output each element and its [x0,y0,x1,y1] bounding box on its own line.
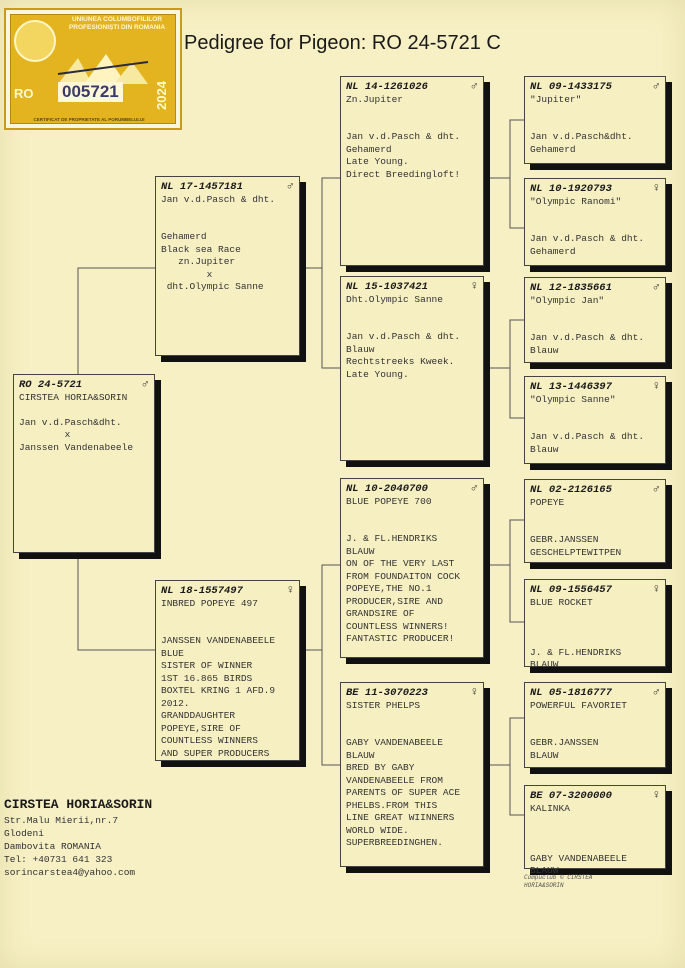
pigeon-card-sire-sire [340,76,484,266]
sex-symbol-icon: ♂ [286,179,294,193]
pigeon-card-sd-dam [524,376,666,464]
pigeon-info-line [346,508,478,521]
pigeon-info-line [346,319,478,332]
ring-number: BE 11-3070223 [346,687,428,699]
pigeon-info-line [530,406,660,419]
connector-sd-children [484,320,524,368]
sex-symbol-icon: ♂ [652,280,660,294]
ring-number: NL 12-1835661 [530,282,612,294]
pigeon-info-line: GEBR.JANSSEN [530,737,599,748]
pigeon-info-line: x [161,268,213,280]
pigeon-info-line: BLAUW [346,749,375,761]
pigeon-card-dd-sire [524,682,666,768]
pigeon-info-line: Rechtstreeks Kweek. [346,356,455,367]
pigeon-info-line [161,219,294,232]
pigeon-info-line [530,221,660,234]
sex-symbol-icon: ♂ [652,685,660,699]
pigeon-info-line: Gehamerd [346,143,392,155]
pigeon-info-line [530,828,660,841]
pigeon-info-line: JANSSEN VANDENABEELE [161,635,276,646]
ring-number: RO 24-5721 [19,379,83,391]
pigeon-card-sire [155,176,300,356]
pigeon-info-line: GRANDDAUGHTER [161,710,236,721]
pigeon-info-line: J. & FL.HENDRIKS [346,533,438,544]
pigeon-info-line: GABY VANDENABEELE [346,737,443,748]
pigeon-info-line: BOXTEL KRING 1 AFD.9 [161,685,276,696]
footer-line: Compuclub © CIRSTEA [524,874,593,881]
pigeon-info-line: Blauw [530,443,559,455]
ring-number: NL 09-1556457 [530,584,612,596]
pigeon-info-line: Blauw [346,343,375,355]
pigeon-info-line: CIRSTEA HORIA&SORIN [19,391,128,403]
pigeon-info-line: Jan v.d.Pasch & dht. [346,331,461,342]
owner-contact-block [4,796,152,879]
pigeon-card-header [346,482,478,496]
ring-number: NL 17-1457181 [161,181,243,193]
pigeon-info-line: KALINKA [530,802,570,814]
ring-number: NL 14-1261026 [346,81,428,93]
pigeon-info-line: zn.Jupiter [161,256,236,267]
pigeon-info-line: INBRED POPEYE 497 [161,597,258,609]
pigeon-card-header [346,80,478,94]
ring-number: NL 13-1446397 [530,381,612,393]
pigeon-info-line [530,307,660,320]
pigeon-info-line [346,119,478,132]
pigeon-info-line: Zn.Jupiter [346,93,404,105]
ring-number: NL 10-2040700 [346,483,428,495]
sex-symbol-icon: ♀ [652,788,660,802]
pigeon-info-line: Jan v.d.Pasch&dht. [19,416,122,428]
pigeon-info-line [161,623,294,636]
pigeon-info-line: SUPERBREEDINGHEN. [346,837,443,848]
connector-dd-children [484,718,524,765]
pigeon-info-line [530,622,660,635]
ring-number: BE 07-3200000 [530,790,612,802]
pigeon-info-line: "Olympic Jan" [530,294,605,306]
pigeon-info-line: 2012. [161,697,190,709]
pigeon-info-line: Jan v.d.Pasch & dht. [346,131,461,142]
pigeon-card-dd-dam [524,785,666,876]
pigeon-card-header [346,686,478,700]
pigeon-info-line: BLUE [161,647,184,659]
pigeon-info-line: SISTER OF WINNER [161,660,253,671]
pigeon-info-line: POPEYE,SIRE OF [161,722,241,734]
pigeon-info-line [346,725,478,738]
pigeon-info-line: COUNTLESS WINNERS [161,735,258,746]
pigeon-info-line: "Olympic Sanne" [530,393,616,405]
sex-symbol-icon: ♂ [470,79,478,93]
ring-number: NL 05-1816777 [530,687,612,699]
pigeon-info-line [530,840,660,853]
pigeon-info-line: Jan v.d.Pasch & dht. [530,332,645,343]
pigeon-info-line [161,610,294,623]
pigeon-info-line [530,509,660,522]
pigeon-info-line: ON OF THE VERY LAST [346,558,455,569]
pigeon-info-line: dht.Olympic Sanne [161,281,264,292]
ring-number: NL 10-1920793 [530,183,612,195]
pigeon-info-line: Gehamerd [530,143,576,155]
pigeon-info-line [161,206,294,219]
page-title: Pedigree for Pigeon: RO 24-5721 C [184,32,501,54]
stamp-certificate-text: CERTIFICAT DE PROPRIETATE AL PORUMBELULUI [33,117,145,122]
pigeon-info-line: Gehamerd [530,245,576,257]
owner-phone: Tel: +40731 641 323 [4,854,113,865]
pigeon-info-line: BLAUW [530,865,559,876]
connector-subject-dam [78,553,155,650]
connector-dam-ds [300,565,340,650]
stamp-country: RO [14,86,34,101]
pigeon-info-line: AND SUPER PRODUCERS [161,747,270,759]
pigeon-card-header [19,378,149,392]
pigeon-info-line: Late Young. [346,368,409,380]
pigeon-card-dam [155,580,300,761]
ring-number: NL 02-2126165 [530,484,612,496]
pigeon-info-line: Blauw [530,344,559,356]
pigeon-info-line [346,521,478,534]
pigeon-card-header [346,280,478,294]
pigeon-card-dam-sire [340,478,484,658]
owner-name: CIRSTEA HORIA&SORIN [4,797,153,812]
footer-copyright [524,874,592,890]
sex-symbol-icon: ♀ [470,279,478,293]
pigeon-info-line: Gehamerd [161,231,207,242]
pigeon-info-line: GABY VANDENABEELE [530,852,627,864]
sex-symbol-icon: ♀ [652,181,660,195]
pigeon-info-line: Direct Breedingloft! [346,168,461,180]
pigeon-info-line: PHELBS.FROM THIS [346,799,438,811]
pigeon-info-line [346,306,478,319]
pigeon-card-header [530,583,660,597]
pigeon-card-ss-sire [524,76,666,164]
ring-number: NL 09-1433175 [530,81,612,93]
pigeon-info-line: COUNTLESS WINNERS! [346,620,449,632]
pigeon-card-sire-dam [340,276,484,461]
sex-symbol-icon: ♂ [652,79,660,93]
pigeon-info-line: Black sea Race [161,243,241,255]
owner-address-line: Glodeni [4,828,44,839]
footer-line: HORIA&SORIN [524,882,564,889]
stamp-year: 2024 [154,81,169,110]
pigeon-info-line: Jan v.d.Pasch & dht. [161,193,276,205]
pigeon-card-header [530,380,660,394]
pigeon-info-line [530,522,660,535]
sex-symbol-icon: ♀ [652,582,660,596]
pigeon-info-line: FROM FOUNDAITON COCK [346,570,461,582]
pigeon-info-line: PARENTS OF SUPER ACE [346,787,461,798]
pigeon-info-line: PRODUCER,SIRE AND [346,595,443,607]
pigeon-info-line [530,712,660,725]
owner-address-line: Dambovita ROMANIA [4,841,101,852]
owner-email: sorincarstea4@yahoo.com [4,867,136,878]
pigeon-info-line [530,725,660,738]
connector-subject-sire [78,268,155,374]
pigeon-info-line: J. & FL.HENDRIKS [530,646,622,658]
pigeon-info-line: BRED BY GABY [346,762,415,773]
pigeon-card-ds-dam [524,579,666,670]
pigeon-info-line: Late Young. [346,156,409,167]
pigeon-card-header [530,281,660,295]
pigeon-info-line: FANTASTIC PRODUCER! [346,633,455,644]
pigeon-card-ds-sire [524,479,666,563]
sex-symbol-icon: ♂ [470,481,478,495]
stamp-organization: UNIUNEA COLUMBOFILILOR PROFESIONIȘTI DIN ROMANIA [68,16,166,31]
pigeon-info-line [530,815,660,828]
pigeon-info-line: GRANDSIRE OF [346,608,415,619]
pigeon-info-line: GESCHELPTEWITPEN [530,546,622,558]
pigeon-info-line [530,609,660,622]
sex-symbol-icon: ♀ [470,685,478,699]
pigeon-info-line: BLUE POPEYE 700 [346,495,432,507]
pigeon-info-line [530,634,660,647]
pigeon-info-line: Janssen Vandenabeele [19,441,134,453]
pigeon-info-line [530,419,660,432]
connector-ss-children [484,120,524,178]
pigeon-card-header [161,584,294,598]
pigeon-card-header [530,789,660,803]
pigeon-info-line: x [19,429,71,440]
pigeon-info-line: VANDENABEELE FROM [346,774,443,786]
connector-sire-ss [300,178,340,268]
pigeon-info-line: 1ST 16.865 BIRDS [161,672,253,684]
pigeon-info-line: Jan v.d.Pasch & dht. [530,431,645,442]
pigeon-info-line: Jan v.d.Pasch&dht. [530,131,633,142]
ownership-certificate-stamp [4,8,182,130]
connector-dam-dd [322,650,340,765]
owner-address-line: Str.Malu Mierii,nr.7 [4,815,119,826]
pigeon-info-line: WORLD WIDE. [346,824,409,836]
sex-symbol-icon: ♀ [652,379,660,393]
pigeon-info-line [530,320,660,333]
stamp-number: 005721 [58,82,123,102]
pigeon-info-line: GEBR.JANSSEN [530,534,599,545]
pigeon-info-line [530,119,660,132]
pigeon-card-header [530,80,660,94]
pigeon-card-ss-dam [524,178,666,266]
pigeon-card-header [530,182,660,196]
pigeon-info-line [530,208,660,221]
pigeon-info-line: BLAUW [346,545,375,557]
pigeon-info-line: Jan v.d.Pasch & dht. [530,233,645,244]
sex-symbol-icon: ♀ [286,583,294,597]
pigeon-info-line: BLAUW [530,659,559,670]
pigeon-info-line: "Jupiter" [530,93,582,105]
pigeon-info-line: POPEYE,THE NO.1 [346,583,432,594]
pigeon-info-line [346,712,478,725]
pigeon-info-line: Dht.Olympic Sanne [346,293,443,305]
sex-symbol-icon: ♂ [141,377,149,391]
pigeon-card-sd-sire [524,277,666,363]
pigeon-card-header [530,483,660,497]
ring-number: NL 18-1557497 [161,585,243,597]
pigeon-info-line [346,106,478,119]
pigeon-card-subject [13,374,155,553]
pigeon-info-line: POPEYE [530,496,565,508]
pigeon-info-line: SISTER PHELPS [346,699,421,711]
connector-ds-children [484,520,524,565]
pigeon-info-line: BLUE ROCKET [530,596,593,608]
pigeon-card-header [161,180,294,194]
pigeon-info-line [19,404,149,417]
pigeon-card-dam-dam [340,682,484,867]
union-logo-icon [14,20,56,62]
pigeon-info-line: BLAUW [530,749,559,761]
ring-number: NL 15-1037421 [346,281,428,293]
pigeon-info-line: POWERFUL FAVORIET [530,699,627,711]
sex-symbol-icon: ♂ [652,482,660,496]
pigeon-info-line: LINE GREAT WIINNERS [346,812,455,823]
pigeon-card-header [530,686,660,700]
pigeon-info-line [530,106,660,119]
connector-sire-sd [322,268,340,368]
pigeon-info-line: "Olympic Ranomi" [530,195,622,207]
